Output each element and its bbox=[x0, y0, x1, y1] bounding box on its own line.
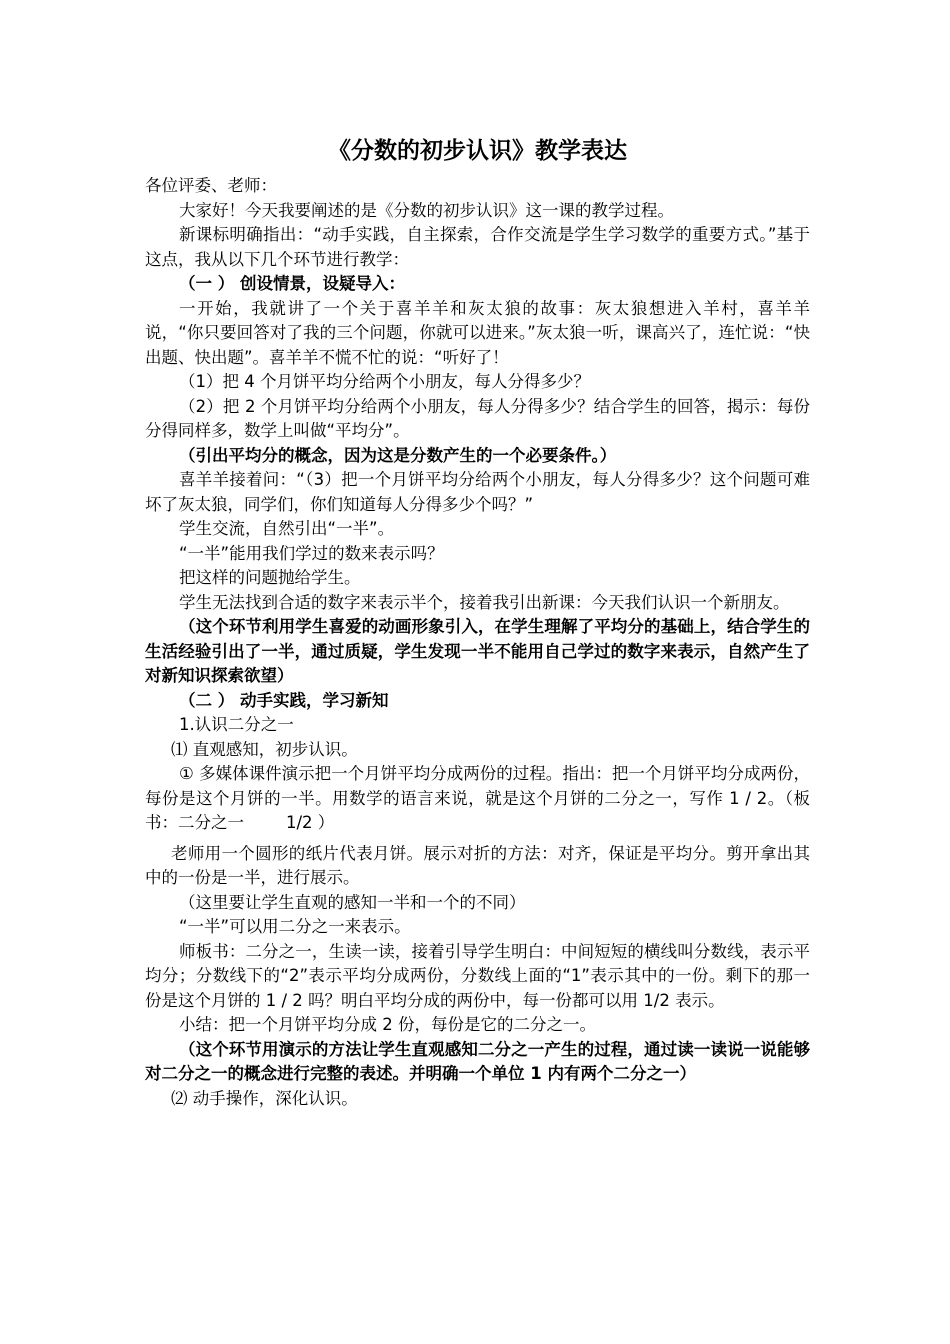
multimedia-paragraph: ① 多媒体课件演示把一个月饼平均分成两份的过程。指出：把一个月饼平均分成两份，每份是这个月饼的一半。用数学的语言来说，就是这个月饼的二分之一，写作 1 / 2。（板书：二分之一 1/2 ） bbox=[145, 764, 810, 832]
greeting-paragraph: 大家好！今天我要阐述的是《分数的初步认识》这一课的教学过程。 bbox=[179, 200, 674, 220]
salutation: 各位评委、老师： bbox=[145, 176, 277, 195]
note-section-1: （这个环节利用学生喜爱的动画形象引入，在学生理解了平均分的基础上，结合学生的生活经验引出了一半，通过质疑，学生发现一半不能用自己学过的数字来表示，自然产生了对新知识探索欲望） bbox=[145, 617, 810, 685]
document-page bbox=[145, 128, 810, 1111]
half-as-fraction: “一半”可以用二分之一来表示。 bbox=[179, 917, 411, 936]
step-1-heading: ⑴ 直观感知，初步认识。 bbox=[171, 739, 358, 759]
document-title: 《分数的初步认识》教学表达 bbox=[328, 138, 627, 164]
question-2: （2）把 2 个月饼平均分给两个小朋友，每人分得多少？结合学生的回答，揭示：每份分得同样多，数学上叫做“平均分”。 bbox=[145, 396, 810, 440]
note-section-2: （这个环节用演示的方法让学生直观感知二分之一产生的过程，通过读一读说一说能够对二分之一的概念进行完整的表述。并明确一个单位 1 内有两个二分之一） bbox=[145, 1039, 810, 1083]
summary-paragraph: 小结：把一个月饼平均分成 2 份，每份是它的二分之一。 bbox=[179, 1015, 596, 1034]
step-2-heading: ⑵ 动手操作，深化认识。 bbox=[171, 1088, 358, 1108]
subsection-heading-1: 1.认识二分之一 bbox=[179, 715, 294, 734]
half-question: “一半”能用我们学过的数来表示吗？ bbox=[179, 543, 444, 563]
introduce-new-lesson: 学生无法找到合适的数字来表示半个，接着我引出新课：今天我们认识一个新朋友。 bbox=[179, 592, 790, 612]
note-intuitive: （这里要让学生直观的感知一半和一个的不同） bbox=[179, 892, 526, 912]
pose-question: 把这样的问题抛给学生。 bbox=[179, 568, 361, 587]
paper-circle-paragraph: 老师用一个圆形的纸片代表月饼。展示对折的方法：对齐，保证是平均分。剪开拿出其中的一份是一半，进行展示。 bbox=[145, 843, 810, 887]
story-paragraph: 一开始，我就讲了一个关于喜羊羊和灰太狼的故事：灰太狼想进入羊村，喜羊羊说，“你只要回答对了我的三个问题，你就可以进来。”灰太狼一听，课高兴了，连忙说：“快出题、快出题”。喜羊羊不慌不忙的说：“听好了！ bbox=[145, 298, 810, 367]
note-average-concept: （引出平均分的概念，因为这是分数产生的一个必要条件。） bbox=[179, 445, 617, 465]
question-3-paragraph: 喜羊羊接着问：“（3）把一个月饼平均分给两个小朋友，每人分得多少？这个问题可难坏了灰太狼，同学们，你们知道每人分得多少个吗？” bbox=[145, 470, 810, 514]
student-exchange: 学生交流，自然引出“一半”。 bbox=[179, 519, 395, 538]
section-heading-2: （二 ） 动手实践，学习新知 bbox=[179, 690, 389, 710]
question-1: （1）把 4 个月饼平均分给两个小朋友，每人分得多少？ bbox=[179, 372, 590, 391]
board-writing-paragraph: 师板书：二分之一，生读一读，接着引导学生明白：中间短短的横线叫分数线，表示平均分；分数线下的“2”表示平均分成两份，分数线上面的“1”表示其中的一份。剩下的那一份是这个月饼的 1 / 2 吗？明白平均分成的两份中，每一份都可以用 1/2 表示。 bbox=[145, 941, 810, 1010]
section-heading-1: （一 ） 创设情景，设疑导入： bbox=[179, 274, 405, 293]
curriculum-paragraph: 新课标明确指出：“动手实践，自主探索，合作交流是学生学习数学的重要方式。”基于这点，我从以下几个环节进行教学： bbox=[145, 225, 810, 269]
